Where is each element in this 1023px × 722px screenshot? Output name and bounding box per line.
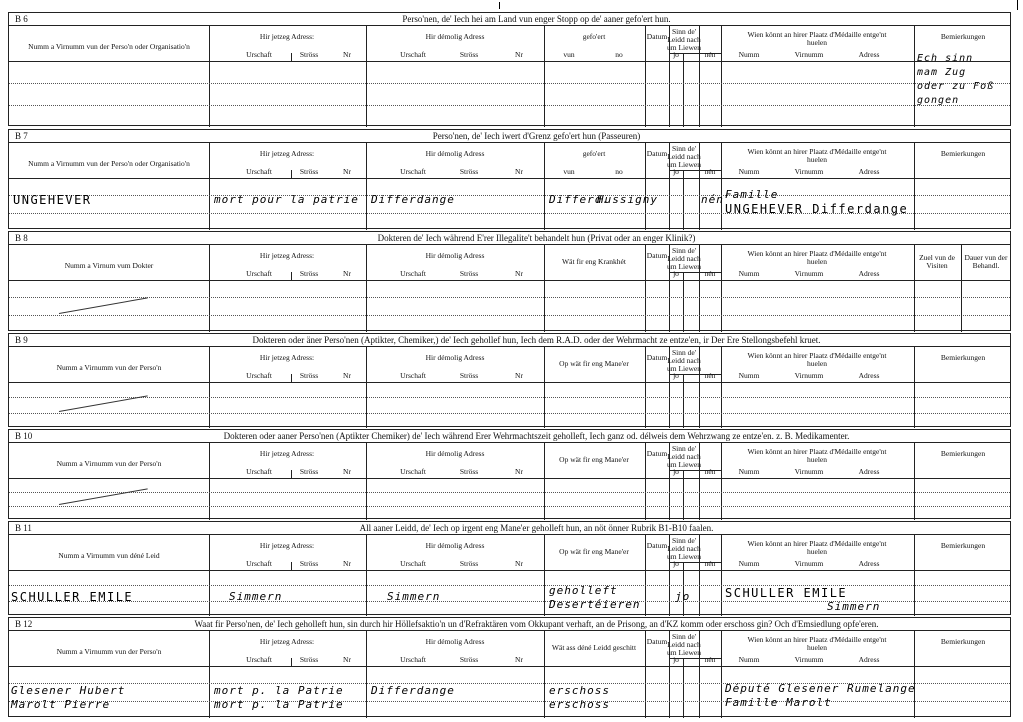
town-header: Urschaft — [400, 559, 426, 568]
former-address-handwriting: Differdange — [371, 684, 455, 697]
column-divider — [544, 346, 545, 428]
column-divider — [209, 346, 210, 428]
column-divider — [209, 442, 210, 520]
medal-header: Wien könnt an hirer Plaatz d'Médaille entge'nt huelen — [747, 249, 887, 266]
remark-handwriting: mam Zug — [917, 67, 967, 78]
medal-header: Wien könnt an hirer Plaatz d'Médaille entge'nt huelen — [747, 30, 887, 47]
scan-mark — [499, 2, 500, 9]
to-header: no — [615, 167, 623, 176]
to-handwriting: Hussigny — [597, 193, 658, 206]
street-header: Ströss — [299, 467, 319, 476]
no-header: nén — [704, 371, 716, 380]
town-header: Urschaft — [400, 655, 426, 664]
date-header: Datum — [646, 32, 668, 41]
row-divider — [9, 585, 1010, 586]
column-divider — [366, 244, 367, 332]
medal-handwriting: Famille Marolt — [725, 696, 832, 709]
name-handwriting: SCHULLER EMILE — [11, 590, 134, 604]
town-header: Urschaft — [246, 167, 272, 176]
date-header: Datum — [646, 353, 668, 362]
section-title: Dokteren oder äner Perso'nen (Aptikter, Chemiker,) de' Iech gehollef hun, Iech dem R.A.D. oder der Wehrmacht ze entze'en, ir Der Ere Stellongsbefehl kruet. — [252, 335, 821, 345]
remarks-header: Bemierkungen — [940, 449, 986, 458]
name-header: Numm a Virnumm vun der Perso'n — [56, 459, 162, 468]
column-divider — [914, 25, 915, 127]
address-header: Adress — [858, 167, 880, 176]
alive-header: Sinn de' Leidd nach um Liewen — [667, 444, 701, 469]
yes-header: jo — [673, 269, 679, 278]
row-divider — [9, 195, 1010, 196]
column-divider — [209, 25, 210, 127]
former-address-handwriting: Differdange — [371, 193, 455, 206]
alive-header: Sinn de' Leidd nach um Liewen — [667, 632, 701, 657]
current-address-handwriting: mort p. la Patrie — [214, 698, 344, 711]
section-header-bar — [9, 13, 1010, 26]
address-header: Adress — [858, 269, 880, 278]
address-header: Adress — [858, 371, 880, 380]
alive-header: Sinn de' Leidd nach um Liewen — [667, 27, 701, 52]
nr-header: Nr — [343, 371, 351, 380]
current-address-header: Hir jetzeg Adress: — [259, 541, 315, 550]
nr-header: Nr — [343, 655, 351, 664]
subcol-divider — [683, 53, 684, 127]
surname-header: Numm — [738, 371, 760, 380]
medal-header: Wien könnt an hirer Plaatz d'Médaille entge'nt huelen — [747, 635, 887, 652]
no-header: nén — [704, 167, 716, 176]
street-header: Ströss — [459, 269, 479, 278]
row-divider — [9, 315, 1010, 316]
yes-header: jo — [673, 559, 679, 568]
row-divider — [9, 297, 1010, 298]
column-divider — [366, 142, 367, 230]
mid-header: Op wät fir eng Mane'er — [559, 455, 629, 464]
row-divider — [9, 397, 1010, 398]
name-handwriting: UNGEHEVER — [13, 193, 92, 207]
strike-line — [59, 488, 148, 505]
from-header: vun — [563, 50, 575, 59]
medal-handwriting: SCHULLER EMILE — [725, 586, 848, 600]
firstname-header: Virnumm — [794, 467, 824, 476]
subcol-divider — [291, 374, 292, 382]
yes-header: jo — [673, 50, 679, 59]
town-header: Urschaft — [400, 50, 426, 59]
medal-handwriting: Simmern — [827, 600, 881, 613]
current-address-handwriting: mort pour la patrie — [214, 193, 359, 206]
nr-header: Nr — [343, 559, 351, 568]
remark-handwriting: oder zu Foß — [917, 81, 995, 92]
header-line — [9, 478, 1010, 479]
address-header: Adress — [858, 655, 880, 664]
firstname-header: Virnumm — [794, 269, 824, 278]
medal-handwriting: UNGEHEVER Differdange — [725, 202, 909, 216]
column-divider — [914, 142, 915, 230]
yes-header: jo — [673, 371, 679, 380]
section-header-bar — [9, 130, 1010, 143]
section-b8 — [8, 231, 1011, 331]
street-header: Ströss — [299, 167, 319, 176]
header-line — [9, 570, 1010, 571]
column-divider — [961, 244, 962, 332]
section-b7 — [8, 129, 1011, 229]
current-address-header: Hir jetzeg Adress: — [259, 251, 315, 260]
row-divider — [9, 105, 1010, 106]
nr-header: Nr — [515, 655, 523, 664]
medal-handwriting: Député Glesener Rumelange — [725, 682, 916, 695]
former-address-header: Hir démolig Adress — [425, 353, 485, 362]
name-handwriting: Glesener Hubert — [11, 684, 126, 697]
nr-header: Nr — [515, 559, 523, 568]
town-header: Urschaft — [400, 167, 426, 176]
no-header: nén — [704, 50, 716, 59]
name-handwriting: Marolt Pierre — [11, 698, 111, 711]
header-line — [9, 382, 1010, 383]
column-divider — [914, 346, 915, 428]
subcol-divider — [291, 53, 292, 61]
address-header: Adress — [858, 50, 880, 59]
section-header-bar — [9, 334, 1010, 347]
section-header-bar — [9, 618, 1010, 631]
former-address-header: Hir démolig Adress — [425, 637, 485, 646]
no-header: nén — [704, 655, 716, 664]
section-title: Perso'nen, de' Iech iwert d'Grenz gefo'ert hun (Passeuren) — [432, 131, 641, 141]
column-divider — [721, 534, 722, 616]
street-header: Ströss — [459, 655, 479, 664]
alive-header: Sinn de' Leidd nach um Liewen — [667, 536, 701, 561]
medal-header: Wien könnt an hirer Plaatz d'Médaille entge'nt huelen — [747, 447, 887, 464]
street-header: Ströss — [459, 50, 479, 59]
section-title: All aaner Leidd, de' Iech op irgent eng Mane'er geholleft hun, an nöt önner Rubrik B1-B10 faalen. — [359, 523, 714, 533]
date-header: Datum — [646, 449, 668, 458]
subcol-divider — [291, 272, 292, 280]
firstname-header: Virnumm — [794, 50, 824, 59]
yes-header: jo — [673, 167, 679, 176]
subcol-divider — [683, 272, 684, 332]
date-header: Datum — [646, 541, 668, 550]
nr-header: Nr — [515, 50, 523, 59]
column-divider — [544, 142, 545, 230]
surname-header: Numm — [738, 269, 760, 278]
column-divider — [914, 630, 915, 718]
address-header: Adress — [858, 467, 880, 476]
street-header: Ströss — [299, 559, 319, 568]
street-header: Ströss — [459, 559, 479, 568]
street-header: Ströss — [459, 467, 479, 476]
mid-header: Wät fir eng Krankhét — [562, 257, 626, 266]
remark-handwriting: gongen — [917, 95, 960, 106]
firstname-header: Virnumm — [794, 167, 824, 176]
column-divider — [721, 630, 722, 718]
firstname-header: Virnumm — [794, 655, 824, 664]
no-header: nén — [704, 467, 716, 476]
remarks-header: Bemierkungen — [940, 353, 986, 362]
alive-yes-handwriting: jo — [675, 590, 691, 603]
nr-header: Nr — [343, 269, 351, 278]
subcol-divider — [683, 170, 684, 230]
from-handwriting: Differd. — [549, 193, 610, 206]
to-header: no — [615, 50, 623, 59]
subcol-divider — [683, 658, 684, 718]
remark-handwriting: Ech sinn — [917, 53, 974, 64]
mid-header: Op wät fir eng Mane'er — [559, 359, 629, 368]
column-divider — [914, 442, 915, 520]
row-divider — [9, 492, 1010, 493]
alive-header: Sinn de' Leidd nach um Liewen — [667, 246, 701, 271]
firstname-header: Virnumm — [794, 559, 824, 568]
section-title: Waat fir Perso'nen, de' Iech geholleft hun, sin durch hir Höllefsaktio'n un d'Refraktären vom Okkupant verhaft, an de Prisong, an d'KZ komm oder erschoss gin? Och d'Emsiedlung opfe'eren. — [194, 619, 879, 629]
name-header: Numm a Virnumm vun der Perso'n — [56, 647, 162, 656]
column-divider — [209, 244, 210, 332]
medal-header: Wien könnt an hirer Plaatz d'Médaille entge'nt huelen — [747, 147, 887, 164]
section-code: B 6 — [15, 14, 28, 24]
column-divider — [366, 346, 367, 428]
section-b6 — [8, 12, 1011, 126]
section-code: B 12 — [15, 619, 33, 629]
medal-header: Wien könnt an hirer Plaatz d'Médaille entge'nt huelen — [747, 539, 887, 556]
how-handwriting: Desertéieren — [549, 598, 641, 611]
name-header: Numm a Virnumm vun déné Leid — [58, 551, 160, 560]
date-header: Datum — [646, 251, 668, 260]
current-address-handwriting: mort p. la Patrie — [214, 684, 344, 697]
town-header: Urschaft — [246, 467, 272, 476]
column-divider — [366, 534, 367, 616]
remarks-header: Bemierkungen — [940, 32, 986, 41]
section-header-bar — [9, 522, 1010, 535]
outcome-handwriting: erschoss — [549, 698, 610, 711]
surname-header: Numm — [738, 467, 760, 476]
section-code: B 11 — [15, 523, 32, 533]
alive-header: Sinn de' Leidd nach um Liewen — [667, 144, 701, 169]
mid-header: gefo'ert — [582, 32, 606, 41]
section-code: B 10 — [15, 431, 33, 441]
former-address-handwriting: Simmern — [387, 590, 441, 603]
yes-header: jo — [673, 467, 679, 476]
surname-header: Numm — [738, 50, 760, 59]
street-header: Ströss — [299, 269, 319, 278]
column-divider — [366, 25, 367, 127]
name-header: Numm a Virnum vum Dokter — [64, 261, 154, 270]
scan-mark — [1017, 0, 1018, 10]
former-address-header: Hir démolig Adress — [425, 449, 485, 458]
row-divider — [9, 701, 1010, 702]
column-divider — [544, 25, 545, 127]
header-line — [9, 61, 1010, 62]
street-header: Ströss — [299, 50, 319, 59]
row-divider — [9, 506, 1010, 507]
medal-header: Wien könnt an hirer Plaatz d'Médaille entge'nt huelen — [747, 351, 887, 368]
town-header: Urschaft — [400, 269, 426, 278]
street-header: Ströss — [459, 371, 479, 380]
town-header: Urschaft — [400, 371, 426, 380]
header-line — [9, 178, 1010, 179]
section-b9 — [8, 333, 1011, 427]
remarks-header: Bemierkungen — [940, 637, 986, 646]
no-header: nén — [704, 269, 716, 278]
surname-header: Numm — [738, 167, 760, 176]
surname-header: Numm — [738, 655, 760, 664]
column-divider — [209, 534, 210, 616]
mid-header: gefo'ert — [582, 149, 606, 158]
town-header: Urschaft — [246, 50, 272, 59]
section-title: Dokteren oder aaner Perso'nen (Aptikter Chemiker) de' Iech während Erer Wehrmachtszeit geholleft, Iech ganz od. délweis dem Wehrzwang ze entze'en. z. B. Medikamenter. — [223, 431, 850, 441]
row-divider — [9, 83, 1010, 84]
column-divider — [544, 442, 545, 520]
current-address-handwriting: Simmern — [229, 590, 283, 603]
current-address-header: Hir jetzeg Adress: — [259, 449, 315, 458]
column-divider — [366, 630, 367, 718]
subcol-divider — [291, 470, 292, 478]
column-divider — [366, 442, 367, 520]
header-line — [9, 280, 1010, 281]
subcol-divider — [291, 658, 292, 666]
current-address-header: Hir jetzeg Adress: — [259, 637, 315, 646]
surname-header: Numm — [738, 559, 760, 568]
visits-header: Zuel vun de Visiten — [919, 253, 955, 270]
column-divider — [721, 25, 722, 127]
duration-header: Dauer vun der Behandl. — [964, 253, 1008, 270]
date-header: Datum — [646, 149, 668, 158]
former-address-header: Hir démolig Adress — [425, 32, 485, 41]
alive-no-handwriting: nén — [701, 193, 724, 206]
date-header: Datum — [646, 637, 668, 646]
section-b10 — [8, 429, 1011, 519]
section-title: Dokteren de' Iech während E'rer Illegalite't behandelt hun (Privat oder an enger Klinik?) — [377, 233, 696, 243]
column-divider — [544, 244, 545, 332]
outcome-handwriting: erschoss — [549, 684, 610, 697]
nr-header: Nr — [343, 50, 351, 59]
column-divider — [721, 442, 722, 520]
mid-header: Wät ass déné Leidd geschitt — [551, 643, 637, 652]
street-header: Ströss — [299, 655, 319, 664]
subcol-divider — [291, 562, 292, 570]
section-code: B 7 — [15, 131, 28, 141]
from-header: vun — [563, 167, 575, 176]
street-header: Ströss — [299, 371, 319, 380]
name-header: Numm a Virnumm vun der Perso'n — [56, 363, 162, 372]
strike-line — [59, 297, 148, 314]
mid-header: Op wät fir eng Mane'er — [559, 547, 629, 556]
town-header: Urschaft — [246, 559, 272, 568]
subcol-divider — [291, 170, 292, 178]
section-code: B 8 — [15, 233, 28, 243]
section-title: Perso'nen, de' Iech hei am Land vun enger Stopp op de' aaner gefo'ert hun. — [402, 14, 671, 24]
nr-header: Nr — [515, 467, 523, 476]
alive-header: Sinn de' Leidd nach um Liewen — [667, 348, 701, 373]
column-divider — [544, 630, 545, 718]
current-address-header: Hir jetzeg Adress: — [259, 149, 315, 158]
row-divider — [9, 413, 1010, 414]
column-divider — [914, 534, 915, 616]
how-handwriting: geholleft — [549, 584, 618, 597]
name-header: Numm a Virnumm vun der Perso'n oder Organisatio'n — [28, 159, 190, 168]
former-address-header: Hir démolig Adress — [425, 541, 485, 550]
no-header: nén — [704, 559, 716, 568]
firstname-header: Virnumm — [794, 371, 824, 380]
column-divider — [544, 534, 545, 616]
section-b12 — [8, 617, 1011, 717]
current-address-header: Hir jetzeg Adress: — [259, 32, 315, 41]
column-divider — [209, 142, 210, 230]
section-b11 — [8, 521, 1011, 615]
header-line — [9, 666, 1010, 667]
column-divider — [721, 244, 722, 332]
street-header: Ströss — [459, 167, 479, 176]
yes-header: jo — [673, 655, 679, 664]
former-address-header: Hir démolig Adress — [425, 149, 485, 158]
town-header: Urschaft — [400, 467, 426, 476]
current-address-header: Hir jetzeg Adress: — [259, 353, 315, 362]
name-header: Numm a Virnumm vun der Perso'n oder Organisatio'n — [28, 42, 190, 51]
nr-header: Nr — [515, 167, 523, 176]
medal-handwriting: Famille — [725, 188, 779, 201]
column-divider — [721, 142, 722, 230]
nr-header: Nr — [515, 269, 523, 278]
remarks-header: Bemierkungen — [940, 149, 986, 158]
address-header: Adress — [858, 559, 880, 568]
town-header: Urschaft — [246, 269, 272, 278]
section-code: B 9 — [15, 335, 28, 345]
former-address-header: Hir démolig Adress — [425, 251, 485, 260]
remarks-header: Bemierkungen — [940, 541, 986, 550]
column-divider — [209, 630, 210, 718]
column-divider — [721, 346, 722, 428]
nr-header: Nr — [343, 167, 351, 176]
nr-header: Nr — [343, 467, 351, 476]
town-header: Urschaft — [246, 655, 272, 664]
nr-header: Nr — [515, 371, 523, 380]
town-header: Urschaft — [246, 371, 272, 380]
section-header-bar — [9, 232, 1010, 245]
section-header-bar — [9, 430, 1010, 443]
